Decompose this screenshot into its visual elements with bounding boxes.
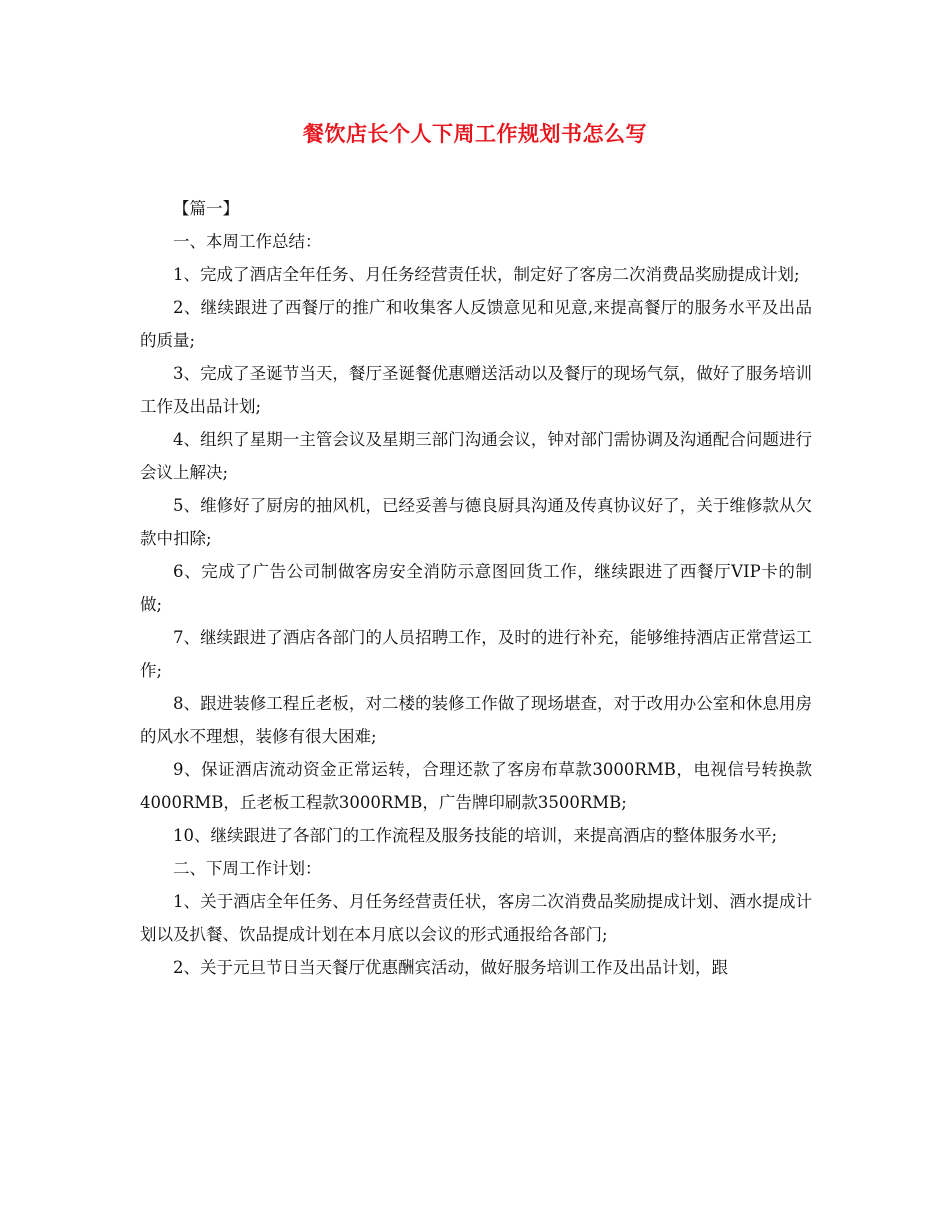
section-heading: 二、下周工作计划： <box>173 859 322 878</box>
section-heading: 一、本周工作总结： <box>173 232 322 251</box>
list-item: 4、组织了星期一主管会议及星期三部门沟通会议，钟对部门需协调及沟通配合问题进行会议上解决; <box>140 430 812 482</box>
list-item: 3、完成了圣诞节当天，餐厅圣诞餐优惠赠送活动以及餐厅的现场气氛，做好了服务培训工作及出品计划; <box>140 364 812 416</box>
list-item: 2、继续跟进了西餐厅的推广和收集客人反馈意见和见意,来提高餐厅的服务水平及出品的质量; <box>140 298 812 350</box>
list-item: 1、关于酒店全年任务、月任务经营责任状，客房二次消费品奖励提成计划、酒水提成计划以及扒餐、饮品提成计划在本月底以会议的形式通报给各部门; <box>140 892 812 944</box>
list-item: 10、继续跟进了各部门的工作流程及服务技能的培训，来提高酒店的整体服务水平; <box>173 826 778 845</box>
list-item: 5、维修好了厨房的抽风机，已经妥善与德良厨具沟通及传真协议好了，关于维修款从欠款中扣除; <box>140 496 812 548</box>
section-label: 【篇一】 <box>173 199 239 218</box>
list-item: 9、保证酒店流动资金正常运转，合理还款了客房布草款3000RMB，电视信号转换款4000RMB，丘老板工程款3000RMB，广告牌印刷款3500RMB; <box>140 760 812 812</box>
list-item: 1、完成了酒店全年任务、月任务经营责任状，制定好了客房二次消费品奖励提成计划; <box>173 265 800 284</box>
list-item: 8、跟进装修工程丘老板，对二楼的装修工作做了现场堪查，对于改用办公室和休息用房的风水不理想，装修有很大困难; <box>140 694 812 746</box>
document-title: 餐饮店长个人下周工作规划书怎么写 <box>303 121 647 146</box>
document-body <box>140 192 812 984</box>
list-item: 2、关于元旦节日当天餐厅优惠酬宾活动，做好服务培训工作及出品计划，跟 <box>173 958 728 977</box>
list-item: 6、完成了广告公司制做客房安全消防示意图回货工作，继续跟进了西餐厅VIP卡的制做; <box>140 562 812 614</box>
list-item: 7、继续跟进了酒店各部门的人员招聘工作，及时的进行补充，能够维持酒店正常营运工作; <box>140 628 812 680</box>
